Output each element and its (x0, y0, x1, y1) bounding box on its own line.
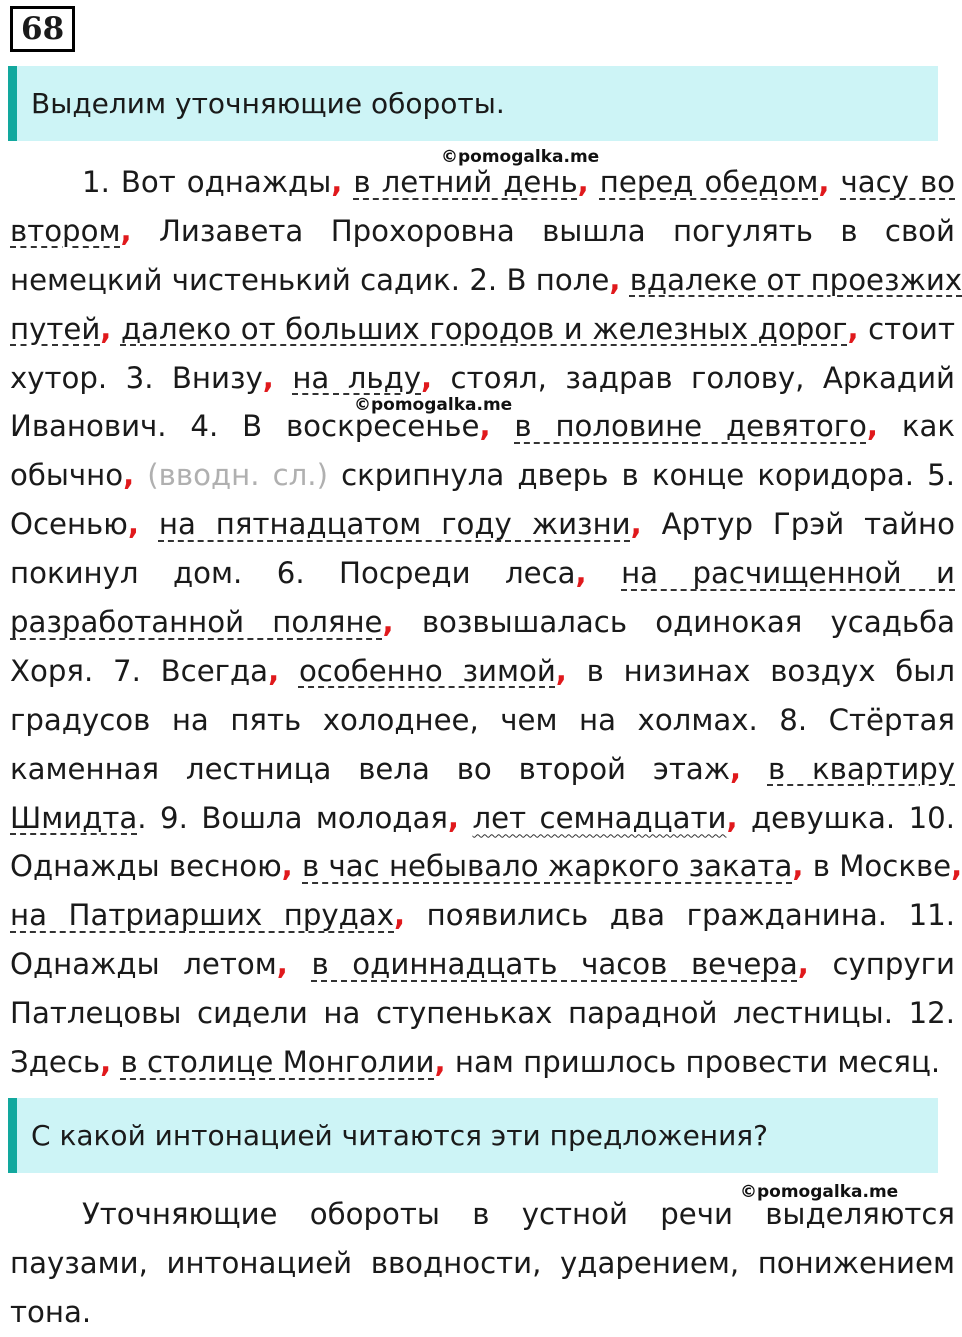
text-line (10, 354, 955, 403)
clarifying-phrase: на Патриарших прудах (10, 898, 395, 933)
red-comma: , (382, 605, 394, 640)
clarifying-phrase: часу во (840, 165, 956, 199)
text-segment: Иванович. 4. В воскресенье (10, 409, 480, 444)
red-comma: , (630, 507, 642, 542)
answer-line: тона. (10, 1294, 92, 1329)
text-segment: в низинах воздух был (566, 653, 955, 688)
text-segment (620, 263, 629, 297)
red-comma: , (866, 409, 878, 444)
text-segment: стоял, задрав голову, Аркадий (432, 360, 956, 395)
clarifying-phrase: в столице Монголии (120, 1045, 435, 1080)
red-comma: , (127, 507, 139, 542)
text-segment (829, 165, 840, 199)
clarifying-phrase: на пятнадцатом году жизни (158, 507, 631, 542)
red-comma: , (447, 800, 460, 835)
text-line (10, 891, 955, 940)
answer-line: паузами, интонацией вводности, ударением, понижением (10, 1245, 955, 1280)
text-line (10, 402, 955, 451)
watermark: ©pomogalka.me (354, 395, 513, 415)
clarifying-phrase: втором (10, 213, 121, 248)
text-segment: 1. Вот однажды (82, 165, 332, 199)
text-segment (589, 165, 600, 199)
red-comma: , (281, 849, 293, 884)
text-segment: Артур Грэй тайно (641, 507, 955, 542)
text-line (10, 794, 955, 843)
red-comma: , (331, 165, 343, 199)
clarifying-phrase-wavy: лет семнадцати (472, 800, 727, 835)
text-segment: возвышалась одинокая усадьба (393, 605, 955, 640)
clarifying-phrase: на расчищенной и (621, 556, 956, 591)
text-segment (288, 947, 312, 981)
clarifying-phrase: в квартиру (767, 751, 956, 786)
text-line (10, 940, 955, 989)
text-segment (274, 361, 292, 395)
text-segment: девушка. 10. (737, 800, 955, 835)
red-comma: , (792, 849, 804, 884)
clarifying-phrase: разработанной поляне (10, 605, 383, 640)
clarifying-phrase: в половине девятого (514, 409, 867, 444)
text-segment (459, 801, 472, 835)
clarifying-phrase: путей (10, 311, 101, 346)
text-line (10, 1038, 955, 1087)
red-comma: , (262, 360, 274, 395)
text-segment (587, 556, 621, 590)
clarifying-phrase: далеко от больших городов и железных дорог (120, 311, 848, 346)
red-comma: , (120, 213, 132, 248)
text-segment: супруги (808, 947, 955, 982)
text-line (10, 158, 955, 207)
red-comma: , (818, 165, 830, 199)
text-segment: Патлецовы сидели на ступеньках парадной лестницы. 12. (10, 996, 955, 1031)
watermark: ©pomogalka.me (441, 147, 600, 167)
text-segment (293, 849, 302, 883)
parenthetical-note: (вводн. сл.) (147, 458, 328, 493)
watermark: ©pomogalka.me (740, 1182, 899, 1202)
red-comma: , (100, 311, 112, 346)
text-segment: появились два гражданина. 11. (405, 898, 955, 933)
red-comma: , (609, 262, 621, 297)
task-heading-2: С какой интонацией читаются эти предложения? (8, 1098, 938, 1173)
text-segment (491, 409, 515, 443)
red-comma: , (268, 653, 280, 688)
clarifying-phrase: Шмидта (10, 800, 138, 835)
clarifying-phrase: в летний день (353, 165, 578, 199)
text-segment (741, 752, 768, 786)
text-line (10, 745, 955, 794)
red-comma: , (421, 360, 433, 395)
clarifying-phrase: перед обедом (599, 165, 819, 199)
clarifying-phrase: вдалеке от проезжих (629, 262, 962, 297)
text-segment: нам пришлось провести месяц. (445, 1045, 941, 1080)
red-comma: , (951, 849, 962, 884)
red-comma: , (123, 458, 135, 493)
text-segment: Хоря. 7. Всегда (10, 653, 269, 688)
text-line (10, 256, 962, 305)
clarifying-phrase: в час небывало жаркого заката (302, 849, 793, 884)
text-segment: обычно (10, 458, 124, 493)
text-segment (139, 507, 159, 541)
text-segment: . 9. Вошла молодая (137, 800, 448, 835)
text-line (10, 598, 955, 647)
text-segment: покинул дом. 6. Посреди леса (10, 556, 576, 591)
text-segment: хутор. 3. Внизу (10, 360, 263, 395)
red-comma: , (577, 165, 589, 199)
red-comma: , (276, 947, 288, 982)
red-comma: , (847, 311, 859, 346)
text-line (10, 989, 955, 1038)
red-comma: , (730, 751, 742, 786)
text-segment (111, 312, 121, 346)
text-segment: Здесь (10, 1045, 101, 1080)
red-comma: , (555, 653, 567, 688)
text-segment: скрипнула дверь в конце коридора. 5. (327, 458, 955, 493)
text-segment (134, 458, 147, 492)
red-comma: , (797, 947, 809, 982)
red-comma: , (726, 800, 738, 835)
answer-line: Уточняющие обороты в устной речи выделяются (82, 1197, 955, 1231)
text-segment: Однажды весною (10, 849, 282, 884)
text-line (10, 207, 955, 256)
text-line (10, 842, 962, 891)
text-line (10, 500, 955, 549)
task-heading-1: Выделим уточняющие обороты. (8, 66, 938, 141)
red-comma: , (479, 409, 491, 444)
text-segment: немецкий чистенький садик. 2. В поле (10, 262, 610, 297)
clarifying-phrase: особенно зимой (298, 653, 556, 688)
red-comma: , (394, 898, 406, 933)
exercise-text (10, 158, 962, 1087)
text-segment: в Москве (803, 849, 952, 884)
text-line (10, 549, 955, 598)
text-segment: градусов на пять холоднее, чем на холмах. 8. Стёртая (10, 702, 955, 737)
text-segment: стоит (858, 311, 955, 346)
clarifying-phrase: на льду (292, 360, 422, 395)
text-segment: как (878, 409, 955, 444)
clarifying-phrase: в одиннадцать часов вечера (311, 947, 798, 982)
text-segment: Однажды летом (10, 947, 277, 982)
text-segment: каменная лестница вела во второй этаж (10, 751, 731, 786)
text-segment: Осенью (10, 507, 128, 542)
text-segment: Лизавета Прохоровна вышла погулять в свой (131, 213, 955, 248)
text-line (10, 451, 955, 500)
text-segment (279, 654, 299, 688)
exercise-number: 68 (10, 6, 75, 52)
red-comma: , (575, 556, 587, 591)
red-comma: , (434, 1045, 446, 1080)
text-line (10, 647, 955, 696)
text-segment (342, 165, 353, 199)
answer-text (10, 1190, 955, 1337)
text-line (10, 696, 955, 745)
red-comma: , (100, 1045, 112, 1080)
text-line (10, 305, 955, 354)
